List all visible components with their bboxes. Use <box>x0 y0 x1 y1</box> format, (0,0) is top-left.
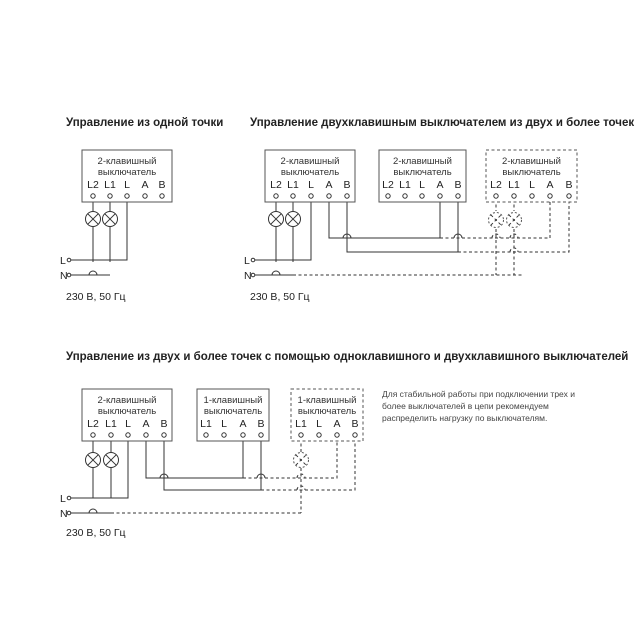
terminal-screw <box>109 433 113 437</box>
switch-type: выключатель <box>97 167 157 178</box>
neutral-label: N <box>60 508 68 520</box>
note-line: распределить нагрузку по выключателям. <box>382 413 548 423</box>
switch-type: выключатель <box>393 167 452 178</box>
terminal-screw <box>126 433 130 437</box>
wire <box>329 199 440 238</box>
switch-name: 2-клавишный <box>502 156 561 167</box>
terminal-label: A <box>142 418 150 430</box>
two-key-switch <box>82 150 172 202</box>
supply-voltage: 230 В, 50 Гц <box>66 291 126 303</box>
terminal-screw <box>309 194 313 198</box>
terminal-label: A <box>333 418 341 430</box>
terminal-label: L1 <box>508 179 520 191</box>
phase-label: L <box>244 255 250 267</box>
switch-type: выключатель <box>280 167 340 178</box>
wire <box>70 199 127 260</box>
supply-voltage: 230 В, 50 Гц <box>66 527 126 539</box>
terminal-screw <box>386 194 390 198</box>
terminal-label: L2 <box>270 179 282 191</box>
neutral-label: N <box>244 270 252 282</box>
terminal-screw <box>241 433 245 437</box>
lamp-icon <box>294 453 309 468</box>
supply-voltage: 230 В, 50 Гц <box>250 291 310 303</box>
terminal-screw <box>530 194 534 198</box>
terminal-screw <box>274 194 278 198</box>
wire <box>261 438 355 490</box>
neutral-terminal <box>67 511 71 515</box>
terminal-label: L <box>125 418 131 430</box>
terminal-label: L2 <box>87 179 99 191</box>
terminal-label: A <box>141 179 149 191</box>
terminal-screw <box>353 433 357 437</box>
terminal-label: L <box>529 179 535 191</box>
terminal-label: A <box>546 179 554 191</box>
terminal-label: L1 <box>105 418 117 430</box>
wire <box>347 199 458 252</box>
terminal-screw <box>144 433 148 437</box>
one-key-switch <box>197 389 269 441</box>
terminal-label: A <box>325 179 333 191</box>
terminal-screw <box>299 433 303 437</box>
phase-terminal <box>67 496 71 500</box>
switch-name: 2-клавишный <box>393 156 452 167</box>
terminal-label: B <box>454 179 462 191</box>
two-key-switch <box>265 150 355 202</box>
terminal-label: L2 <box>87 418 99 430</box>
note-line: Для стабильной работы при подключении трех и <box>382 389 575 399</box>
lamp-icon <box>103 212 118 227</box>
switch-type: выключатель <box>203 406 263 417</box>
wire <box>146 438 243 478</box>
two-key-switch <box>82 389 172 441</box>
neutral-terminal <box>67 273 71 277</box>
terminal-label: L <box>316 418 322 430</box>
terminal-screw <box>162 433 166 437</box>
terminal-screw <box>403 194 407 198</box>
wire <box>243 438 337 478</box>
terminal-screw <box>108 194 112 198</box>
terminal-screw <box>143 194 147 198</box>
switch-type: выключатель <box>97 406 157 417</box>
terminal-label: L1 <box>399 179 411 191</box>
one-key-switch <box>291 389 363 441</box>
two-key-switch <box>379 150 466 202</box>
switch-name: 2-клавишный <box>97 156 157 167</box>
wire-crossover <box>272 271 280 275</box>
wire-crossover <box>89 271 97 275</box>
phase-label: L <box>60 255 66 267</box>
terminal-screw <box>494 194 498 198</box>
section-title-two-key: Управление двухклавишным выключателем из двух и более точек <box>250 117 635 129</box>
wire <box>70 438 128 498</box>
terminal-screw <box>160 194 164 198</box>
neutral-label: N <box>60 270 68 282</box>
terminal-label: A <box>239 418 247 430</box>
recommendation-note <box>382 389 575 423</box>
terminal-screw <box>91 433 95 437</box>
terminal-label: L <box>221 418 227 430</box>
terminal-screw <box>259 433 263 437</box>
terminal-label: B <box>257 418 265 430</box>
switch-type: выключатель <box>297 406 357 417</box>
lamp-icon <box>286 212 301 227</box>
terminal-screw <box>91 194 95 198</box>
terminal-label: B <box>565 179 573 191</box>
switch-name: 1-клавишный <box>203 395 263 406</box>
wire <box>254 199 311 260</box>
terminal-label: B <box>351 418 359 430</box>
terminal-screw <box>335 433 339 437</box>
section-title-one-point: Управление из одной точки <box>66 117 224 129</box>
section-title-mixed: Управление из двух и более точек с помощью одноклавишного и двухклавишного выключателей <box>66 351 629 363</box>
two-key-switch <box>486 150 577 202</box>
lamp-icon <box>86 453 101 468</box>
wire-crossover <box>89 509 97 513</box>
lamp-icon <box>507 213 522 228</box>
terminal-screw <box>222 433 226 437</box>
wire <box>164 438 261 490</box>
neutral-terminal <box>251 273 255 277</box>
switch-name: 2-клавишный <box>280 156 340 167</box>
terminal-screw <box>420 194 424 198</box>
lamp-icon <box>269 212 284 227</box>
terminal-screw <box>456 194 460 198</box>
note-line: более выключателей в цепи рекомендуем <box>382 401 549 411</box>
lamp-icon <box>86 212 101 227</box>
terminal-label: L2 <box>490 179 502 191</box>
terminal-label: L1 <box>200 418 212 430</box>
terminal-label: L2 <box>382 179 394 191</box>
phase-terminal <box>67 258 71 262</box>
terminal-label: B <box>158 179 166 191</box>
lamp-icon <box>104 453 119 468</box>
terminal-screw <box>345 194 349 198</box>
terminal-screw <box>512 194 516 198</box>
terminal-screw <box>567 194 571 198</box>
terminal-label: B <box>343 179 351 191</box>
terminal-screw <box>317 433 321 437</box>
terminal-label: L <box>124 179 130 191</box>
terminal-screw <box>327 194 331 198</box>
terminal-screw <box>204 433 208 437</box>
switch-type: выключатель <box>502 167 561 178</box>
terminal-screw <box>291 194 295 198</box>
phase-terminal <box>251 258 255 262</box>
switch-name: 2-клавишный <box>97 395 157 406</box>
terminal-label: A <box>436 179 444 191</box>
terminal-screw <box>548 194 552 198</box>
terminal-label: L <box>419 179 425 191</box>
terminal-screw <box>438 194 442 198</box>
terminal-screw <box>125 194 129 198</box>
terminal-label: B <box>160 418 168 430</box>
switch-name: 1-клавишный <box>297 395 357 406</box>
terminal-label: L <box>308 179 314 191</box>
phase-label: L <box>60 493 66 505</box>
terminal-label: L1 <box>104 179 116 191</box>
lamp-icon <box>489 213 504 228</box>
terminal-label: L1 <box>295 418 307 430</box>
terminal-label: L1 <box>287 179 299 191</box>
